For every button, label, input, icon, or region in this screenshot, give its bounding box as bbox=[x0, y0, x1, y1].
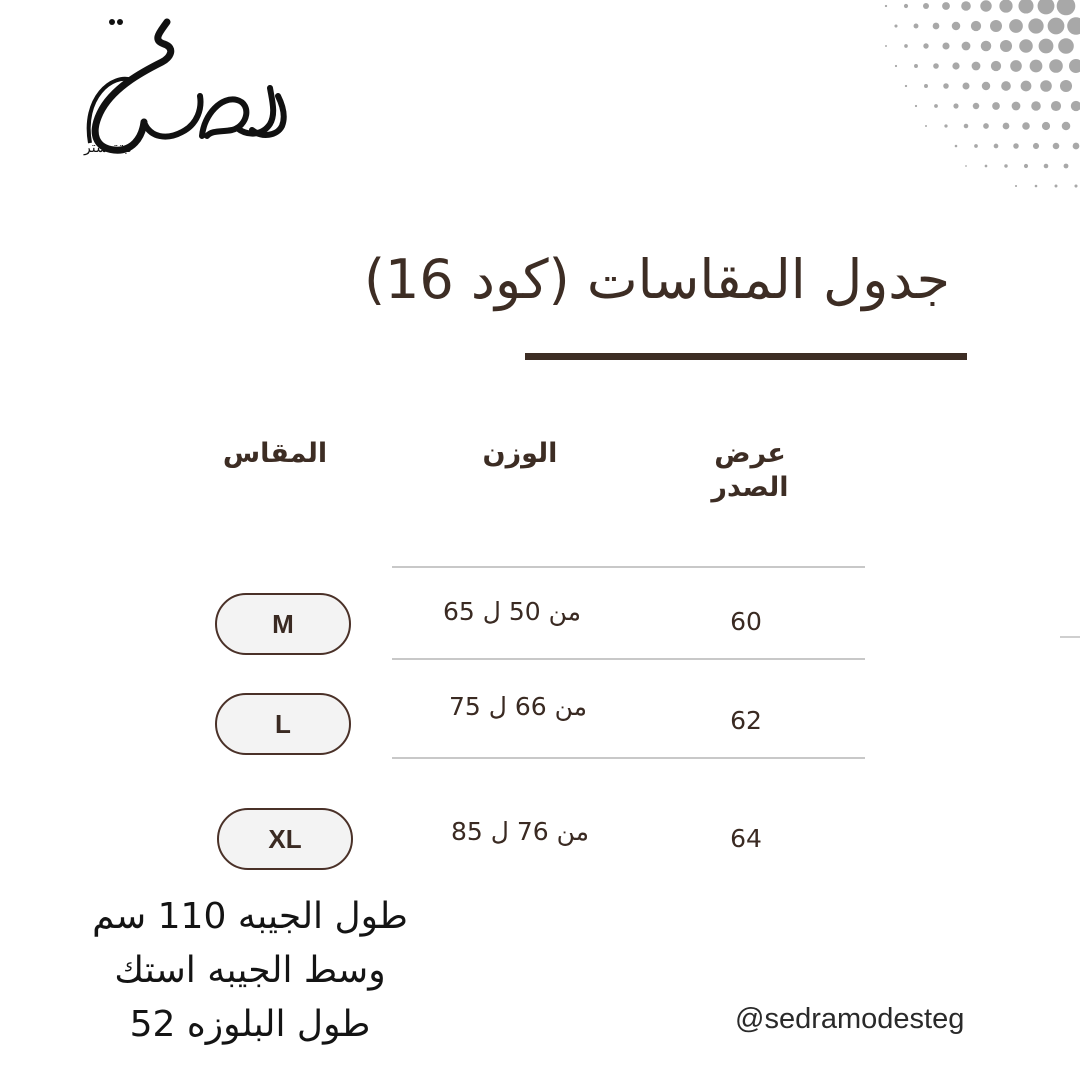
halftone-dot bbox=[1015, 185, 1017, 187]
halftone-dot bbox=[999, 0, 1012, 13]
halftone-dot bbox=[961, 1, 971, 11]
halftone-dot bbox=[1042, 122, 1050, 130]
halftone-dot bbox=[983, 123, 989, 129]
halftone-dot bbox=[981, 41, 991, 51]
halftone-dot bbox=[1067, 17, 1080, 35]
halftone-dot bbox=[894, 24, 897, 27]
social-handle: @sedramodesteg bbox=[735, 1003, 965, 1035]
header-chest-width: عرض الصدر bbox=[711, 438, 789, 503]
halftone-dot bbox=[952, 22, 960, 30]
halftone-dot bbox=[1022, 122, 1030, 130]
halftone-dot bbox=[914, 24, 919, 29]
halftone-dot bbox=[1039, 39, 1054, 54]
halftone-dot bbox=[1055, 185, 1058, 188]
halftone-dot bbox=[973, 103, 980, 110]
halftone-dot bbox=[915, 105, 917, 107]
halftone-dot bbox=[1058, 38, 1074, 54]
logo-tagline: نبتة ستر bbox=[84, 140, 132, 156]
size-badge-l: L bbox=[215, 693, 351, 755]
halftone-dot bbox=[982, 82, 990, 90]
halftone-dot bbox=[991, 61, 1001, 71]
halftone-dot bbox=[1003, 123, 1010, 130]
halftone-dot bbox=[974, 144, 978, 148]
halftone-dot bbox=[1069, 59, 1080, 73]
halftone-dot bbox=[923, 43, 928, 48]
halftone-dot bbox=[972, 62, 981, 71]
halftone-dots-decoration bbox=[840, 0, 1080, 210]
halftone-dot bbox=[1053, 143, 1060, 150]
halftone-dot bbox=[923, 3, 929, 9]
halftone-dot bbox=[1024, 164, 1028, 168]
halftone-dot bbox=[904, 44, 908, 48]
edge-divider bbox=[1060, 636, 1080, 638]
halftone-dot bbox=[994, 144, 999, 149]
halftone-dot bbox=[1040, 80, 1052, 92]
halftone-dot bbox=[1048, 18, 1065, 35]
chest-width-xl: 64 bbox=[730, 824, 762, 853]
halftone-dot bbox=[1074, 184, 1077, 187]
weight-range-l: من 66 ل 75 bbox=[448, 692, 588, 721]
halftone-dot bbox=[1018, 0, 1033, 14]
halftone-dot bbox=[933, 63, 939, 69]
halftone-dot bbox=[925, 125, 927, 127]
halftone-dot bbox=[1060, 80, 1072, 92]
halftone-dot bbox=[962, 42, 971, 51]
halftone-dot bbox=[1031, 101, 1041, 111]
halftone-dot bbox=[1062, 122, 1070, 130]
halftone-dot bbox=[944, 124, 947, 127]
halftone-dot bbox=[885, 45, 887, 47]
halftone-dot bbox=[914, 64, 918, 68]
title-underline bbox=[525, 353, 967, 360]
halftone-dot bbox=[1004, 164, 1007, 167]
halftone-dot bbox=[990, 20, 1002, 32]
halftone-dot bbox=[1057, 0, 1076, 15]
chest-width-l: 62 bbox=[730, 706, 762, 735]
halftone-dot bbox=[971, 21, 981, 31]
halftone-dot bbox=[904, 4, 908, 8]
halftone-dot bbox=[1064, 164, 1069, 169]
table-divider bbox=[392, 566, 865, 568]
halftone-dot bbox=[1019, 39, 1033, 53]
halftone-dot bbox=[955, 145, 958, 148]
chest-width-m: 60 bbox=[730, 607, 762, 636]
halftone-dot bbox=[1009, 19, 1023, 33]
halftone-dot bbox=[1051, 101, 1061, 111]
halftone-dot bbox=[1073, 143, 1080, 150]
halftone-dot bbox=[1049, 59, 1063, 73]
halftone-dot bbox=[1038, 0, 1055, 14]
note-skirt-length: طول الجيبه 110 سم bbox=[92, 896, 408, 937]
halftone-dot bbox=[1010, 60, 1022, 72]
size-badge-xl: XL bbox=[217, 808, 353, 870]
halftone-dot bbox=[1013, 143, 1019, 149]
note-blouse-length: طول البلوزه 52 bbox=[129, 1004, 371, 1045]
halftone-dot bbox=[933, 23, 940, 30]
halftone-dot bbox=[953, 103, 958, 108]
halftone-dot bbox=[943, 83, 949, 89]
note-skirt-waist: وسط الجيبه استك bbox=[114, 950, 386, 991]
halftone-dot bbox=[885, 5, 887, 7]
page-title: جدول المقاسات (كود 16) bbox=[363, 248, 950, 311]
halftone-dot bbox=[905, 85, 907, 87]
halftone-dot bbox=[934, 104, 938, 108]
header-weight: الوزن bbox=[482, 438, 558, 469]
halftone-dot bbox=[1044, 164, 1049, 169]
halftone-dot bbox=[1000, 40, 1012, 52]
halftone-dot bbox=[964, 124, 969, 129]
halftone-dot bbox=[924, 84, 928, 88]
halftone-dot bbox=[1001, 81, 1011, 91]
halftone-dot bbox=[992, 102, 1000, 110]
product-notes bbox=[60, 890, 440, 1052]
halftone-dot bbox=[1035, 185, 1038, 188]
table-divider bbox=[392, 658, 865, 660]
halftone-dot bbox=[962, 82, 969, 89]
halftone-dot bbox=[1028, 18, 1043, 33]
halftone-dot bbox=[942, 2, 950, 10]
halftone-dot bbox=[965, 165, 967, 167]
halftone-dot bbox=[985, 165, 988, 168]
halftone-dot bbox=[1021, 81, 1032, 92]
header-size: المقاس bbox=[222, 438, 328, 469]
weight-range-m: من 50 ل 65 bbox=[442, 597, 582, 626]
halftone-dot bbox=[895, 65, 897, 67]
size-badge-m: M bbox=[215, 593, 351, 655]
halftone-dot bbox=[1030, 60, 1043, 73]
table-divider bbox=[392, 757, 865, 759]
halftone-dot bbox=[1033, 143, 1039, 149]
halftone-dot bbox=[980, 0, 991, 11]
weight-range-xl: من 76 ل 85 bbox=[450, 817, 590, 846]
halftone-dot bbox=[1012, 102, 1021, 111]
halftone-dot bbox=[952, 62, 959, 69]
halftone-dot bbox=[942, 42, 949, 49]
halftone-dot bbox=[1071, 101, 1080, 111]
